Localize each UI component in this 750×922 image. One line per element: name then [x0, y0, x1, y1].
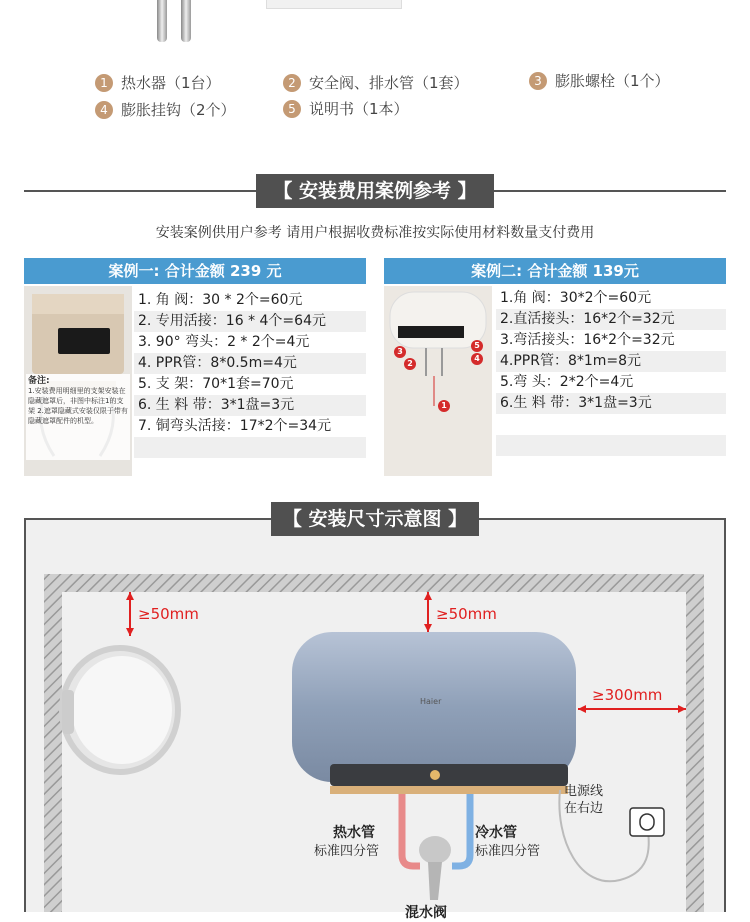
note-title: 备注: — [28, 376, 50, 386]
marker-2: 2 — [404, 358, 416, 370]
marker-5: 5 — [471, 340, 483, 352]
number-badge: 5 — [283, 100, 301, 118]
case1-header: 案例一: 合计金额 239 元 — [24, 258, 366, 284]
case1-row: 2. 专用活接：16 * 4个=64元 — [134, 311, 366, 332]
mixer-valve-label: 混水阀 — [405, 905, 447, 921]
case1-row: 1. 角 阀：30 * 2个=60元 — [138, 292, 303, 308]
case2-row: 3.弯活接头：16*2个=32元 — [500, 332, 675, 348]
case2-row: 2.直活接头：16*2个=32元 — [496, 309, 726, 330]
case2-header: 案例二: 合计金额 139元 — [384, 258, 726, 284]
case1-row: 6. 生 料 带：3*1盘=3元 — [134, 395, 366, 416]
section-title: 【 安装费用案例参考 】 — [256, 174, 494, 208]
case2-row: 1.角 阀：30*2个=60元 — [500, 290, 652, 306]
dimension-center-top: ≥50mm — [436, 605, 497, 623]
case1-row: 3. 90° 弯头：2 * 2个=4元 — [138, 334, 310, 350]
marker-1: 1 — [438, 400, 450, 412]
part-label: 热水器（1台） — [121, 74, 221, 92]
number-badge: 1 — [95, 74, 113, 92]
dimension-left-top: ≥50mm — [138, 605, 199, 623]
marker-4: 4 — [471, 353, 483, 365]
part-label: 膨胀螺栓（1个） — [555, 72, 670, 90]
case2-row: 4.PPR管：8*1m=8元 — [496, 351, 726, 372]
mixer-valve-shape — [419, 836, 451, 900]
part-label: 膨胀挂钩（2个） — [121, 101, 236, 119]
section-subtitle: 安装案例供用户参考 请用户根据收费标准按实际使用材料数量支付费用 — [155, 225, 595, 241]
case1-row: 7. 铜弯头活接：17*2个=34元 — [138, 418, 332, 434]
section-title: 【 安装尺寸示意图 】 — [271, 502, 479, 536]
power-cable-label: 电源线 — [564, 784, 604, 799]
number-badge: 3 — [529, 72, 547, 90]
water-heater-shape — [292, 632, 576, 794]
note-text: 1.安装费用明细里的支架安装在隐藏遮罩后，非图中标注1的支架 2.遮罩隐藏式安装仅限于带有隐藏遮罩配件的机型。 — [28, 387, 128, 425]
part-label: 说明书（1本） — [309, 100, 409, 118]
case2-row: 5.弯 头：2*2个=4元 — [500, 374, 634, 390]
hot-pipe-sub: 标准四分管 — [314, 844, 380, 859]
number-badge: 2 — [283, 74, 301, 92]
hot-pipe-label: 热水管 — [333, 825, 375, 841]
dimension-right: ≥300mm — [592, 686, 663, 704]
mirror-shape — [62, 648, 178, 772]
cold-pipe-label: 冷水管 — [475, 825, 517, 841]
cold-pipe-sub: 标准四分管 — [475, 844, 541, 859]
case2-row: 6.生 料 带：3*1盘=3元 — [496, 393, 726, 414]
number-badge: 4 — [95, 101, 113, 119]
heater-brand: Haier — [420, 697, 442, 706]
case1-row: 4. PPR管：8*0.5m=4元 — [134, 353, 366, 374]
case1-row: 5. 支 架：70*1套=70元 — [138, 376, 294, 392]
power-cable-label: 在右边 — [564, 801, 604, 816]
marker-3: 3 — [394, 346, 406, 358]
part-label: 安全阀、排水管（1套） — [309, 74, 469, 92]
